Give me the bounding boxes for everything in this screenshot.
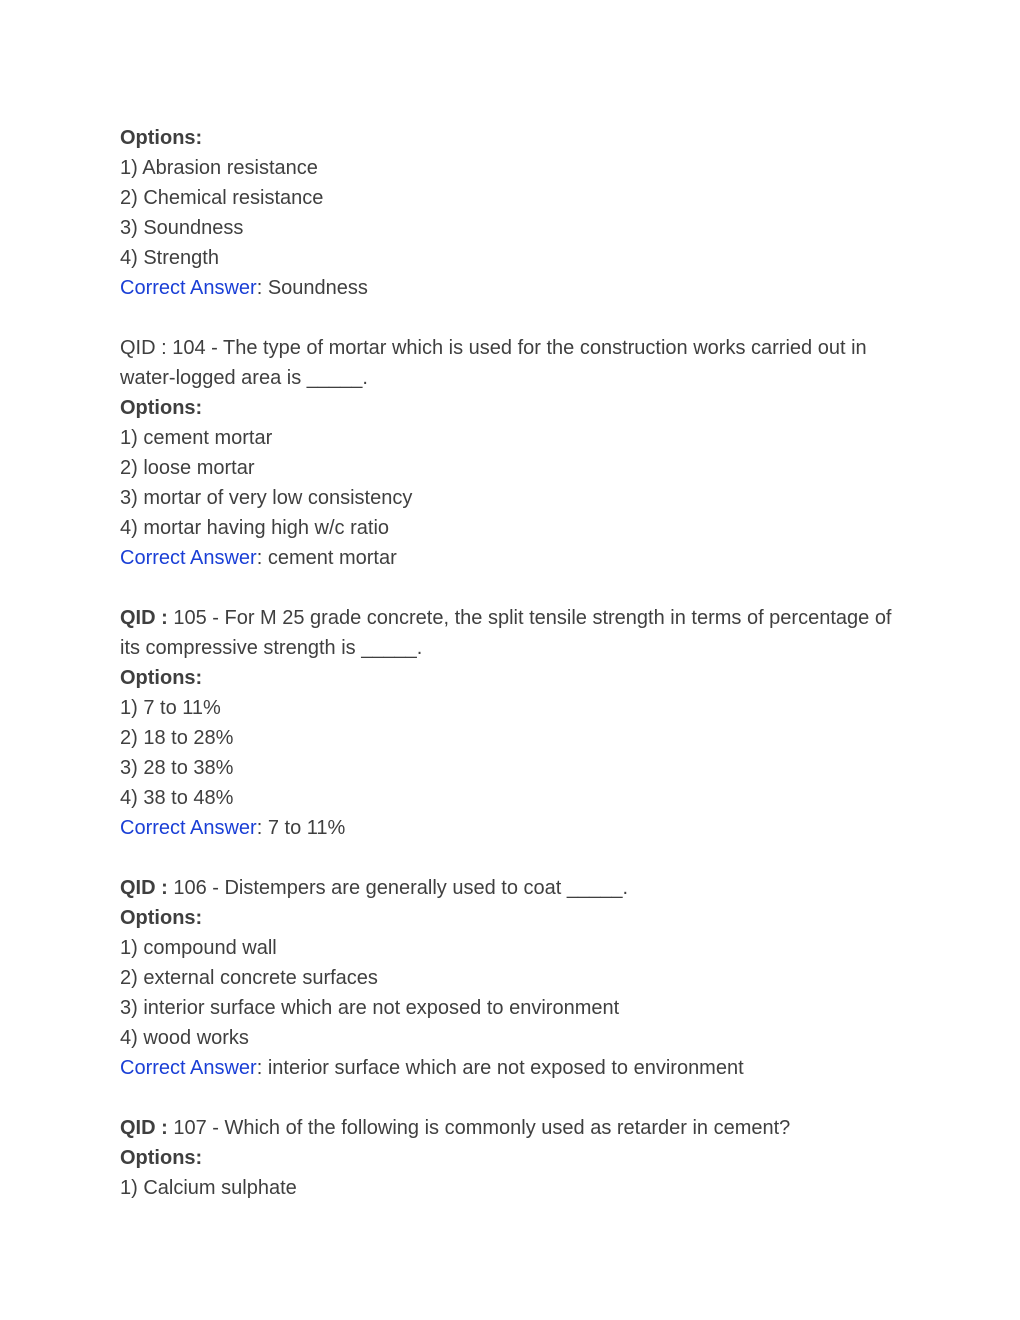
question-block-103: [120, 123, 910, 303]
spacer: [120, 573, 910, 603]
qid-label: QID :: [120, 337, 173, 359]
options-heading: Options:: [120, 127, 203, 149]
correct-answer-separator: :: [256, 547, 263, 569]
correct-answer-label: Correct Answer: [120, 277, 257, 299]
correct-answer-value: interior surface which are not exposed to environment: [262, 1057, 744, 1079]
question-block-104: [120, 333, 910, 573]
option-item: 3) 28 to 38%: [120, 757, 234, 779]
correct-answer-value: cement mortar: [262, 547, 397, 569]
question-text: [120, 603, 910, 663]
correct-answer-value: Soundness: [262, 277, 368, 299]
question-block-106: [120, 873, 910, 1083]
option-item: 3) mortar of very low consistency: [120, 487, 413, 509]
question-body: 104 - The type of mortar which is used for the construction works carried out in water-logged area is _____.: [120, 337, 867, 389]
option-item: 4) wood works: [120, 1027, 249, 1049]
question-body: 106 - Distempers are generally used to coat _____.: [167, 877, 629, 899]
correct-answer-line: [120, 273, 910, 303]
option-item: 2) external concrete surfaces: [120, 967, 378, 989]
document-page: [120, 123, 910, 1203]
option-item: 1) compound wall: [120, 937, 277, 959]
qid-label: QID :: [120, 1117, 168, 1139]
option-item: 2) loose mortar: [120, 457, 255, 479]
option-item: 2) 18 to 28%: [120, 727, 234, 749]
question-text: [120, 333, 910, 393]
correct-answer-line: [120, 543, 910, 573]
options-heading: Options:: [120, 667, 203, 689]
question-block-105: [120, 603, 910, 843]
options-heading: Options:: [120, 907, 203, 929]
correct-answer-label: Correct Answer: [120, 547, 257, 569]
correct-answer-label: Correct Answer: [120, 1057, 257, 1079]
question-text: [120, 1113, 910, 1143]
option-item: 4) 38 to 48%: [120, 787, 234, 809]
option-item: 4) Strength: [120, 247, 219, 269]
option-item: 3) interior surface which are not exposed to environment: [120, 997, 620, 1019]
question-body: 107 - Which of the following is commonly used as retarder in cement?: [167, 1117, 791, 1139]
option-item: 3) Soundness: [120, 217, 244, 239]
question-text: [120, 873, 910, 903]
correct-answer-value: 7 to 11%: [262, 817, 346, 839]
option-item: 1) cement mortar: [120, 427, 273, 449]
option-item: 1) Abrasion resistance: [120, 157, 318, 179]
spacer: [120, 843, 910, 873]
spacer: [120, 303, 910, 333]
option-item: 2) Chemical resistance: [120, 187, 324, 209]
option-item: 4) mortar having high w/c ratio: [120, 517, 390, 539]
correct-answer-separator: :: [256, 1057, 263, 1079]
spacer: [120, 1083, 910, 1113]
qid-label: QID :: [120, 877, 168, 899]
correct-answer-label: Correct Answer: [120, 817, 257, 839]
correct-answer-separator: :: [256, 277, 263, 299]
correct-answer-separator: :: [256, 817, 263, 839]
option-item: 1) 7 to 11%: [120, 697, 221, 719]
option-item: 1) Calcium sulphate: [120, 1177, 297, 1199]
correct-answer-line: [120, 813, 910, 843]
qid-label: QID :: [120, 607, 168, 629]
options-heading: Options:: [120, 397, 203, 419]
question-body: 105 - For M 25 grade concrete, the split tensile strength in terms of percentage of its compressive strength is _____.: [120, 607, 892, 659]
options-heading: Options:: [120, 1147, 203, 1169]
correct-answer-line: [120, 1053, 910, 1083]
question-block-107: [120, 1113, 910, 1203]
